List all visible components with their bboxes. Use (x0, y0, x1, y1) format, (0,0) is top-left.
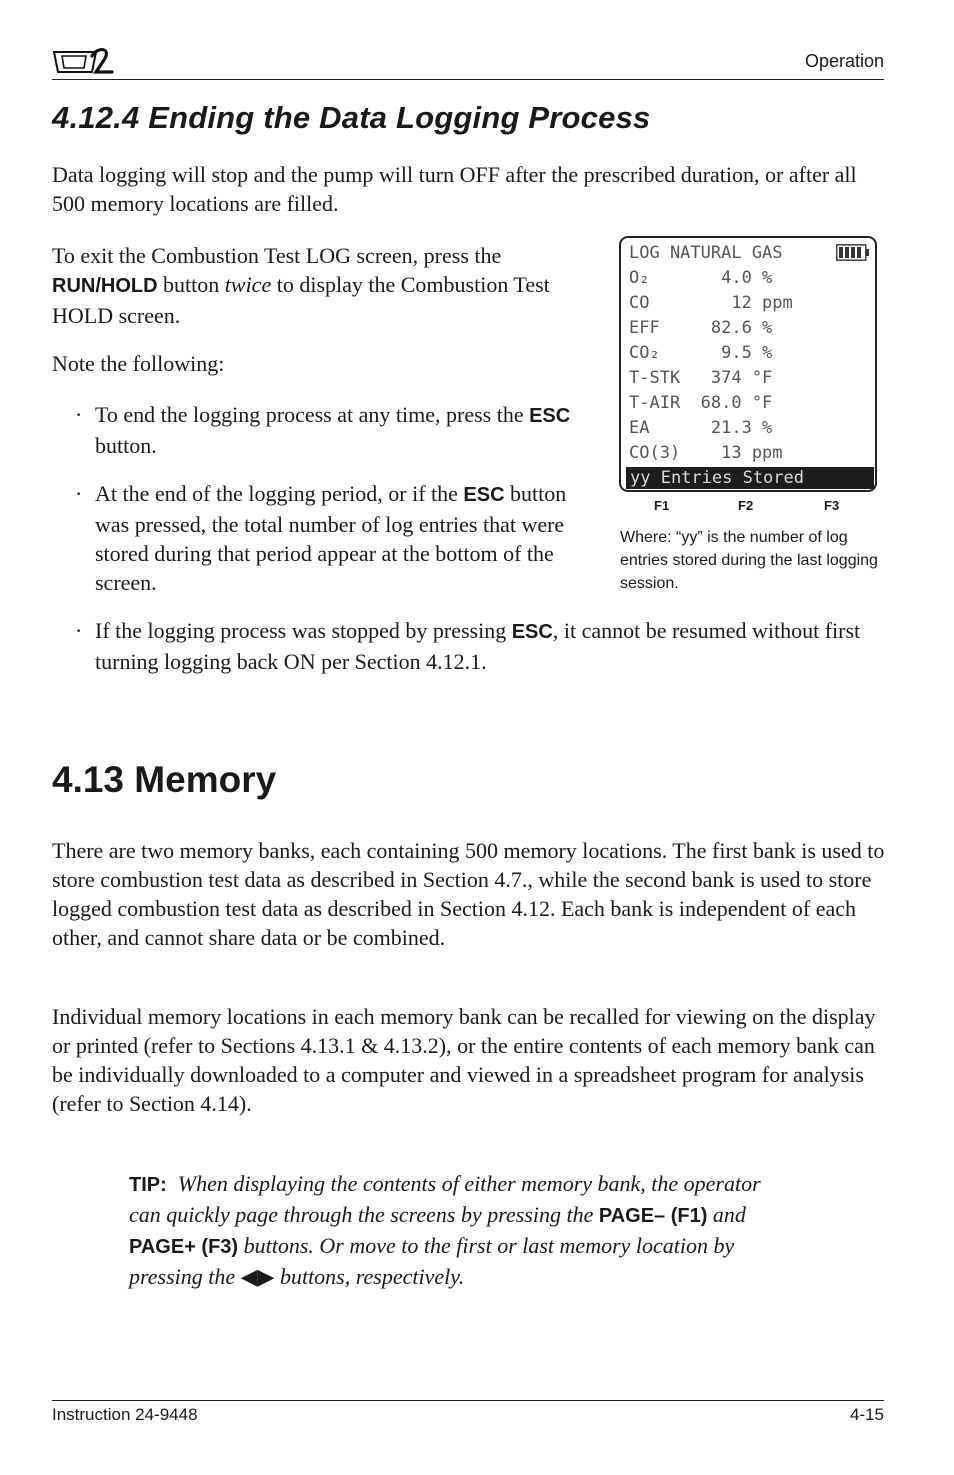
list-item: · If the logging process was stopped by pressing ESC, it cannot be resumed without first turning logging back ON per Section 4.12.1. (75, 618, 861, 674)
tip-box: TIP: When displaying the contents of either memory bank, the operator can quickly page through the screens by pressing the PAGE– (F1) and PAGE+ (F3) buttons. Or move to the first or last memory location by pressing the ◀▶ buttons, respectively. (129, 1171, 761, 1289)
lcd-row: T-STK 374 °F (629, 368, 773, 388)
lcd-row: CO 12 ppm (629, 293, 793, 313)
figure-caption: Where: “yy” is the number of log entries stored during the last logging session. (620, 529, 878, 592)
list-item: · At the end of the logging period, or if the ESC button was pressed, the total number of log entries that were stored during that period appear at the bottom of the screen. (75, 481, 567, 595)
f2-key-label: F2 (738, 498, 754, 513)
run-hold-button-name: RUN/HOLD (52, 275, 158, 297)
footer-page-number: 4-15 (849, 1405, 884, 1424)
lcd-row: EA 21.3 % (629, 418, 773, 438)
lcd-screen-figure (619, 236, 877, 492)
paragraph-memory-recall: Individual memory locations in each memory bank can be recalled for viewing on the display or printed (refer to Sections 4.13.1 & 4.13.2), or the entire contents of each memory bank can be individually downloaded to a computer and viewed in a spreadsheet program for analysis (refer to Section 4.14). (52, 1004, 876, 1116)
header-divider (52, 79, 884, 80)
f3-key-label: F3 (824, 498, 840, 513)
lcd-title: LOG NATURAL GAS (629, 243, 783, 263)
header-section-label: Operation (804, 51, 884, 71)
paragraph-logging-stop: Data logging will stop and the pump will turn OFF after the prescribed duration, or after all 500 memory locations are filled. (52, 162, 857, 216)
section-title: 4.13 Memory (52, 759, 277, 800)
paragraph-note: Note the following: (52, 351, 225, 376)
lcd-row: CO(3) 13 ppm (629, 443, 783, 463)
pca2-logo-icon (52, 44, 114, 76)
lcd-row: EFF 82.6 % (629, 318, 773, 338)
tip-label: TIP: (129, 1174, 167, 1196)
subsection-title: 4.12.4 Ending the Data Logging Process (52, 100, 651, 135)
footer-divider (52, 1400, 884, 1401)
list-item: · To end the logging process at any time, press the ESC button. (75, 402, 571, 458)
lcd-row: CO₂ 9.5 % (629, 343, 773, 363)
lcd-row: O₂ 4.0 % (629, 268, 773, 288)
paragraph-exit-log: To exit the Combustion Test LOG screen, press the RUN/HOLD button twice to display the Combustion Test HOLD screen. (52, 243, 550, 328)
paragraph-memory-banks: There are two memory banks, each containing 500 memory locations. The first bank is used to store combustion test data as described in Section 4.7., while the second bank is used to store logged combustion test data as described in Section 4.12. Each bank is independent of each other, and cannot share data or be combined. (52, 838, 885, 950)
f1-key-label: F1 (654, 498, 670, 513)
battery-icon (836, 244, 870, 261)
footer-document-number: Instruction 24-9448 (52, 1405, 198, 1424)
lcd-status-bar: yy Entries Stored (626, 467, 874, 489)
lcd-row: T-AIR 68.0 °F (629, 393, 773, 413)
